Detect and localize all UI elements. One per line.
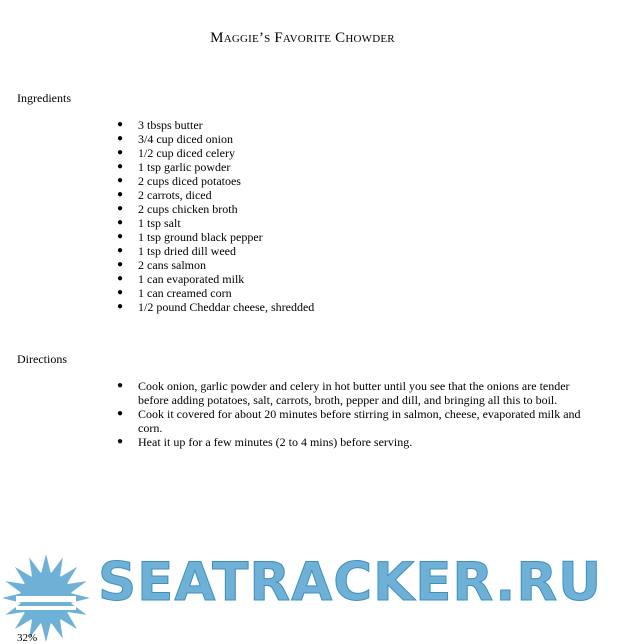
zoom-label: 32%	[17, 632, 38, 644]
bullet-icon: ●	[117, 133, 124, 144]
bullet-icon: ●	[117, 273, 124, 284]
list-item: ● Cook onion, garlic powder and celery in hot butter until you see that the onions are tender before adding potatoes, salt, carrots, broth, pepper and dill, and bringing all this to boil.	[117, 379, 570, 407]
bullet-icon: ●	[117, 147, 124, 158]
list-item: ● 1 tsp dried dill weed	[117, 244, 236, 258]
bullet-icon: ●	[117, 231, 124, 242]
list-item: ● 2 carrots, diced	[117, 188, 212, 202]
list-item: ● Cook it covered for about 20 minutes before stirring in salmon, cheese, evaporated milk and corn.	[117, 407, 581, 435]
directions-heading: Directions	[17, 352, 67, 366]
list-item: ● 1 tsp garlic powder	[117, 160, 231, 174]
list-item: ● 3 tbsps butter	[117, 118, 203, 132]
list-item: ● 2 cups diced potatoes	[117, 174, 241, 188]
list-item: ● 1/2 cup diced celery	[117, 146, 235, 160]
bullet-icon: ●	[117, 408, 124, 419]
bullet-icon: ●	[117, 203, 124, 214]
bullet-icon: ●	[117, 380, 124, 391]
bullet-icon: ●	[117, 301, 124, 312]
recipe-title: Maggie’s Favorite Chowder	[210, 30, 395, 46]
bullet-icon: ●	[117, 175, 124, 186]
list-item: ● 3/4 cup diced onion	[117, 132, 233, 146]
ingredients-heading: Ingredients	[17, 91, 71, 105]
list-item: ● 1 tsp ground black pepper	[117, 230, 263, 244]
list-item: ● 1 can creamed corn	[117, 286, 232, 300]
bullet-icon: ●	[117, 287, 124, 298]
list-item: ● 2 cups chicken broth	[117, 202, 238, 216]
list-item: ● 1 tsp salt	[117, 216, 181, 230]
bullet-icon: ●	[117, 259, 124, 270]
bullet-icon: ●	[117, 436, 124, 447]
directions-list	[117, 379, 592, 449]
list-item: ● 2 cans salmon	[117, 258, 206, 272]
bullet-icon: ●	[117, 189, 124, 200]
ingredient-list	[117, 118, 597, 314]
watermark-text: SEATRACKER.RU	[98, 552, 603, 613]
bullet-icon: ●	[117, 119, 124, 130]
bullet-icon: ●	[117, 245, 124, 256]
list-item: ● 1 can evaporated milk	[117, 272, 245, 286]
list-item: ● 1/2 pound Cheddar cheese, shredded	[117, 300, 315, 314]
bullet-icon: ●	[117, 161, 124, 172]
list-item: ● Heat it up for a few minutes (2 to 4 mins) before serving.	[117, 435, 413, 449]
bullet-icon: ●	[117, 217, 124, 228]
